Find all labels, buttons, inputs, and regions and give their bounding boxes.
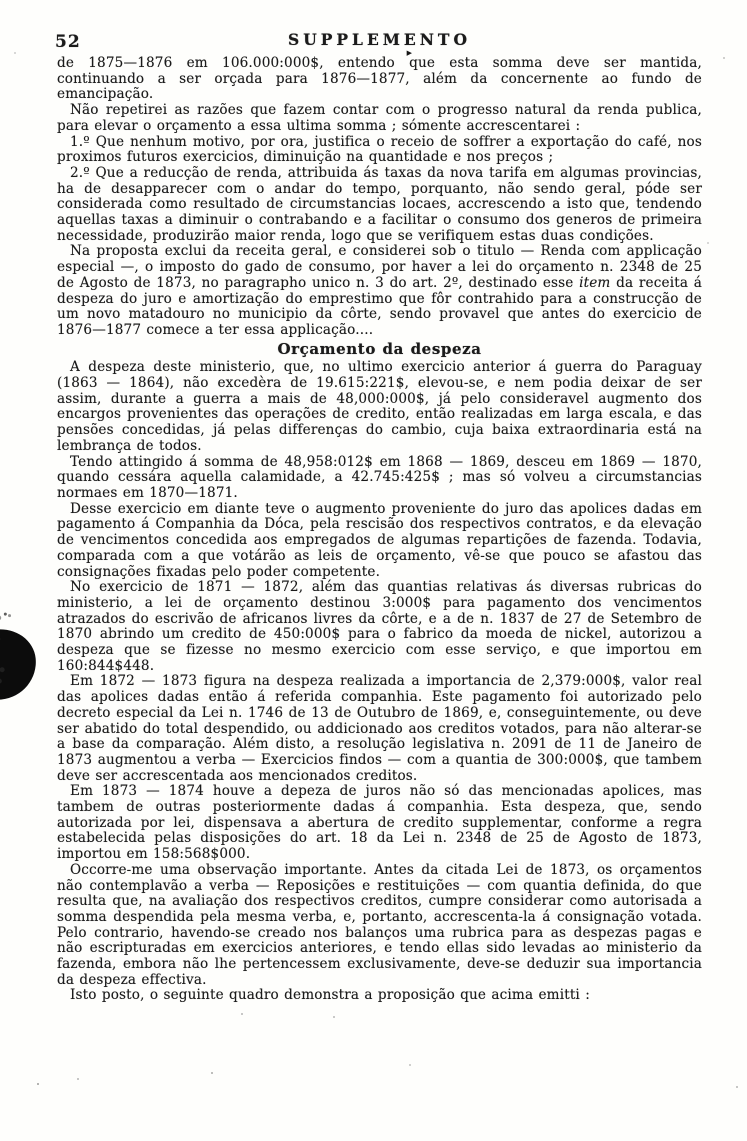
paragraph-renda-especial: [57, 244, 702, 338]
paragraph: Em 1872 — 1873 figura na despeza realizada a importancia de 2,379:000$, valor real das apolices dadas então á referida companhia. Este pagamento foi autorizado pelo decreto especial da Lei n. 1746 de 13 de Outubro de 1869, e, conseguintemente, ou deve ser abatido do total despendido, ou addicionado aos creditos votados, para não alterar-se a base da comparação. Além disto, a resolução legislativa n. 2091 de 11 de Janeiro de 1873 augmentou a verba — Exercicios findos — com a quantia de 300:000$, que tambem deve ser accrescentada aos mencionados creditos.: [57, 673, 702, 784]
paragraph-text: Na proposta exclui da receita geral, e considerei sob o titulo — Renda com applicação especial —, o imposto do gado de consumo, por haver a lei do orçamento n. 2348 de 25 de Agosto de 1873, no paragrapho unico n. 3 do art. 2º, destinado esse: [57, 243, 702, 291]
paragraph-closing: Isto posto, o seguinte quadro demonstra a proposição que acima emitti :: [70, 987, 590, 1004]
paragraph: A despeza deste ministerio, que, no ultimo exercicio anterior á guerra do Paraguay (1863 — 1864), não excedèra de 19.615:221$, elevou-se, e nem podia deixar de ser assim, durante a guerra a mais de 48,000:000$, já pelo consideravel augmento dos encargos provenientes das operações de credito, então realizadas em larga escala, e das pensões concedidas, já pelas differenças do cambio, cuja baixa extraordinaria está na lembrança de todos.: [57, 359, 702, 454]
paragraph-text: da receita á despeza do juro e amortização do emprestimo que fôr contrahido para a construcção de um novo matadouro no municipio da côrte, sendo provavel que antes do exercicio de 1876—1877 comece a ter essa applicação....: [57, 274, 702, 338]
paragraph: No exercicio de 1871 — 1872, além das quantias relativas ás diversas rubricas do ministerio, a lei de orçamento destinou 3:000$ para pagamento dos vencimentos atrazados do escrivão de africanos livres da côrte, e a de n. 1837 de 27 de Setembro de 1870 abrindo um credito de 450:000$ para o fabrico da moeda de nickel, autorizou a despeza que se fizesse no mesmo exercicio com esse serviço, e que importou em 160:844$448.: [57, 579, 702, 674]
document-body: [57, 56, 702, 1004]
page-title: SUPPLEMENTO: [288, 30, 471, 49]
italic-term: item: [579, 274, 611, 291]
numbered-item-1: 1.º Que nenhum motivo, por ora, justifica o receio de soffrer a exportação do café, nos proximos futuros exercicios, diminuição na quantidade e nos preços ;: [57, 133, 702, 166]
paragraph: Tendo attingido á somma de 48,958:012$ em 1868 — 1869, desceu em 1869 — 1870, quando cessára aquella calamidade, a 42.745:425$ ; mas só volveu a circumstancias normaes em 1870—1871.: [57, 453, 702, 501]
paragraph: Em 1873 — 1874 houve a depeza de juros não só das mencionadas apolices, mas tambem de outras posteriormente dadas á companhia. Esta despeza, que, sendo autorizada por lei, dispensava a abertura de credito supplementar, conforme a regra estabelecida pelas disposições do art. 18 da Lei n. 2348 de 25 de Agosto de 1873, importou em 158:568$000.: [57, 783, 702, 863]
paragraph: Occorre-me uma observação importante. Antes da citada Lei de 1873, os orçamentos não contemplavão a verba — Reposições e restituições — com quantia definida, do que resulta que, na avaliação dos respectivos creditos, cumpre considerar como autorisada a somma despendida pela mesma verba, e, portanto, accrescenta-la á consignação votada. Pelo contrario, havendo-se creado nos balanços uma rubrica para as despezas pagas e não escripturadas em exercicios anteriores, e tendo ellas sido levadas ao ministerio da fazenda, embora não lhe pertencessem exclusivamente, deve-se deduzir sua importancia da despeza effectiva.: [57, 861, 702, 988]
running-header: [55, 30, 702, 57]
numbered-item-2: 2.º Que a reducção de renda, attribuida ás taxas da nova tarifa em algumas provincias, ha de desapparecer com o andar do tempo, porquanto, não sendo geral, póde ser considerada como resultado de circumstancias locaes, accrescendo a isto que, tendendo aquellas taxas a diminuir o contrabando e a facilitar o consumo dos generos de primeira necessidade, produzirão maior renda, logo que se verifiquem estas duas condições.: [57, 164, 702, 244]
paragraph: Não repetirei as razões que fazem contar com o progresso natural da renda publica, para elevar o orçamento a essa ultima somma ; sómente accrescentarei :: [57, 102, 702, 134]
paragraph: Desse exercicio em diante teve o augmento proveniente do juro das apolices dadas em pagamento á Companhia da Dóca, pela rescisão dos respectivos contratos, e da elevação de vencimentos concedida aos empregados de algumas repartições de fazenda. Todavia, comparada com a que votárão as leis de orçamento, vê-se que pouco se afastou das consignações fixadas pelo poder competente.: [57, 500, 702, 580]
section-heading: Orçamento da despeza: [277, 339, 482, 358]
ink-blot: [0, 626, 40, 700]
printer-mark-icon: ▶: [406, 49, 412, 57]
paragraph-continuation: de 1875—1876 em 106.000:000$, entendo que esta somma deve ser mantida, continuando a ser orçada para 1876—1877, além da concernente ao fundo de emancipação.: [57, 55, 702, 103]
page-number: 52: [55, 32, 81, 52]
scan-speckles: [0, 0, 2, 2]
